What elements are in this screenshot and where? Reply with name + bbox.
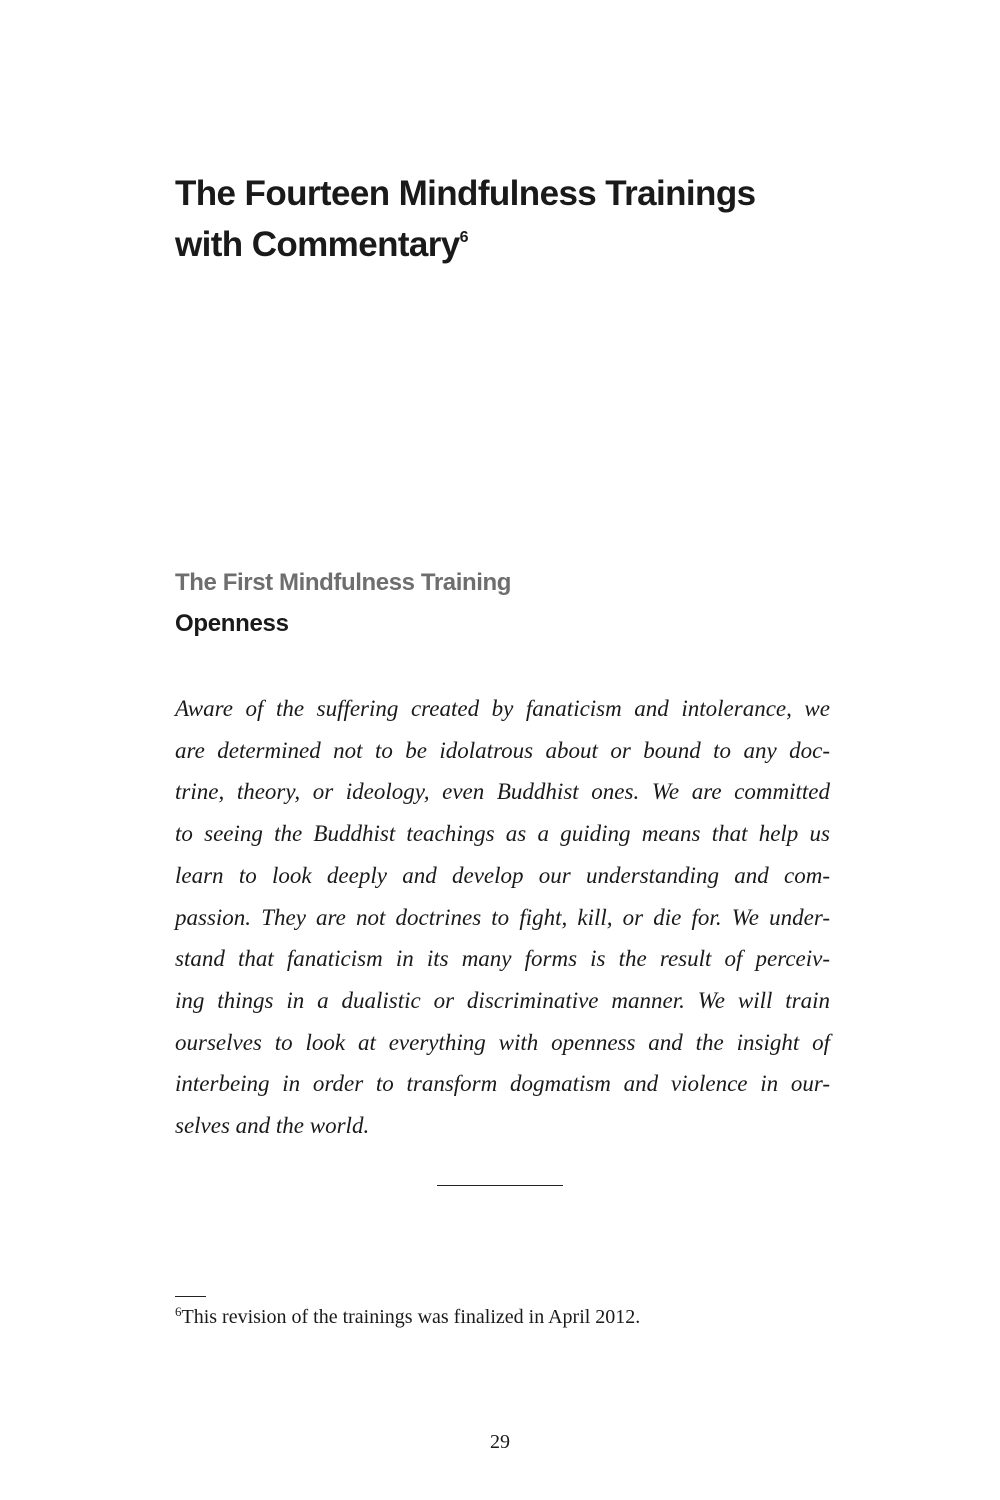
training-text-line: interbeing in order to transform dogmatism and violence in our- — [175, 1071, 830, 1097]
training-heading: The First Mindfulness Training — [175, 569, 512, 596]
training-text-line: ourselves to look at everything with openness and the insight of — [175, 1029, 830, 1055]
training-subheading: Openness — [175, 610, 289, 637]
footnote-marker: 6 — [175, 1304, 182, 1319]
chapter-footnote-marker[interactable]: 6 — [459, 229, 469, 246]
training-text-line: are determined not to be idolatrous about or bound to any doc- — [175, 737, 830, 763]
training-text-line: ing things in a dualistic or discriminative manner. We will train — [175, 987, 830, 1013]
chapter-title-line-2-text: with Commentary — [175, 225, 460, 264]
training-text-line: passion. They are not doctrines to fight, kill, or die for. We under- — [175, 904, 830, 930]
training-text-line: to seeing the Buddhist teachings as a guiding means that help us — [175, 821, 830, 847]
page-number: 29 — [490, 1431, 510, 1453]
chapter-title — [175, 168, 855, 270]
training-text — [175, 688, 830, 1147]
chapter-title-line-2 — [175, 219, 855, 270]
training-text-line: trine, theory, or ideology, even Buddhist ones. We are committed — [175, 779, 830, 805]
chapter-title-line-1: The Fourteen Mindfulness Trainings — [175, 174, 756, 213]
training-text-line: selves and the world. — [175, 1113, 370, 1139]
training-text-line: learn to look deeply and develop our understanding and com- — [175, 862, 830, 888]
training-text-line: stand that fanaticism in its many forms is the result of perceiv- — [175, 946, 830, 972]
footnote-text: This revision of the trainings was finalized in April 2012. — [181, 1306, 641, 1328]
section-separator — [437, 1185, 563, 1186]
footnote — [175, 1303, 640, 1331]
training-text-line: Aware of the suffering created by fanaticism and intolerance, we — [175, 696, 830, 721]
footnote-divider — [175, 1296, 206, 1297]
